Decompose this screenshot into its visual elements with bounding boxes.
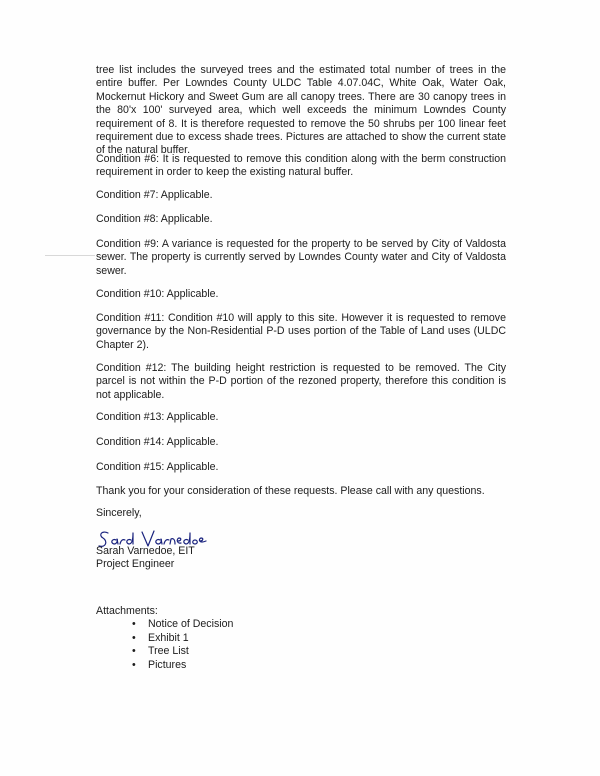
paragraph-condition-12: Condition #12: The building height restriction is requested to be removed. The City parcel is not within the P-D portion of the rezoned property, therefore this condition is not applicable. bbox=[96, 362, 506, 401]
signer-block bbox=[96, 545, 195, 572]
attachment-item bbox=[132, 618, 233, 631]
attachment-label: Notice of Decision bbox=[148, 618, 234, 631]
attachment-item bbox=[132, 659, 233, 672]
attachments-list bbox=[96, 618, 233, 672]
signer-name: Sarah Varnedoe, EIT bbox=[96, 545, 195, 557]
signer-title: Project Engineer bbox=[96, 558, 175, 571]
bullet-icon: • bbox=[132, 618, 136, 631]
attachments-section bbox=[96, 605, 233, 672]
attachments-heading: Attachments: bbox=[96, 605, 158, 617]
scan-artifact-line bbox=[45, 255, 95, 256]
bullet-icon: • bbox=[132, 645, 136, 658]
paragraph-condition-13: Condition #13: Applicable. bbox=[96, 411, 219, 423]
paragraph-condition-8: Condition #8: Applicable. bbox=[96, 213, 213, 225]
salutation: Sincerely, bbox=[96, 507, 142, 519]
attachment-item bbox=[132, 632, 233, 645]
closing-paragraph: Thank you for your consideration of these requests. Please call with any questions. bbox=[96, 485, 485, 497]
paragraph-buffer: tree list includes the surveyed trees and the estimated total number of trees in the entire buffer. Per Lowndes County ULDC Table 4.07.04C, White Oak, Water Oak, Mockernut Hickory and Sweet Gum are all canopy trees. There are 30 canopy trees in the 80'x 100' surveyed area, which well exceeds the minimum Lowndes County requirement of 8. It is therefore requested to remove the 50 shrubs per 100 linear feet requirement due to excess shade trees. Pictures are attached to show the current state of the natural buffer. bbox=[96, 64, 506, 157]
paragraph-condition-9: Condition #9: A variance is requested for the property to be served by City of Valdosta sewer. The property is currently served by Lowndes County water and City of Valdosta sewer. bbox=[96, 238, 506, 277]
paragraph-condition-6: Condition #6: It is requested to remove this condition along with the berm construction requirement in order to keep the existing natural buffer. bbox=[96, 153, 506, 179]
bullet-icon: • bbox=[132, 658, 136, 671]
paragraph-condition-14: Condition #14: Applicable. bbox=[96, 436, 219, 448]
paragraph-condition-10: Condition #10: Applicable. bbox=[96, 288, 219, 300]
paragraph-condition-11: Condition #11: Condition #10 will apply to this site. However it is requested to remove governance by the Non-Residential P-D uses portion of the Table of Land uses (ULDC Chapter 2). bbox=[96, 312, 506, 351]
bullet-icon: • bbox=[132, 631, 136, 644]
paragraph-condition-7: Condition #7: Applicable. bbox=[96, 189, 213, 201]
attachment-label: Tree List bbox=[148, 645, 189, 658]
paragraph-condition-15: Condition #15: Applicable. bbox=[96, 461, 219, 473]
attachment-label: Pictures bbox=[148, 658, 187, 671]
attachment-item bbox=[132, 645, 233, 658]
attachment-label: Exhibit 1 bbox=[148, 631, 189, 644]
